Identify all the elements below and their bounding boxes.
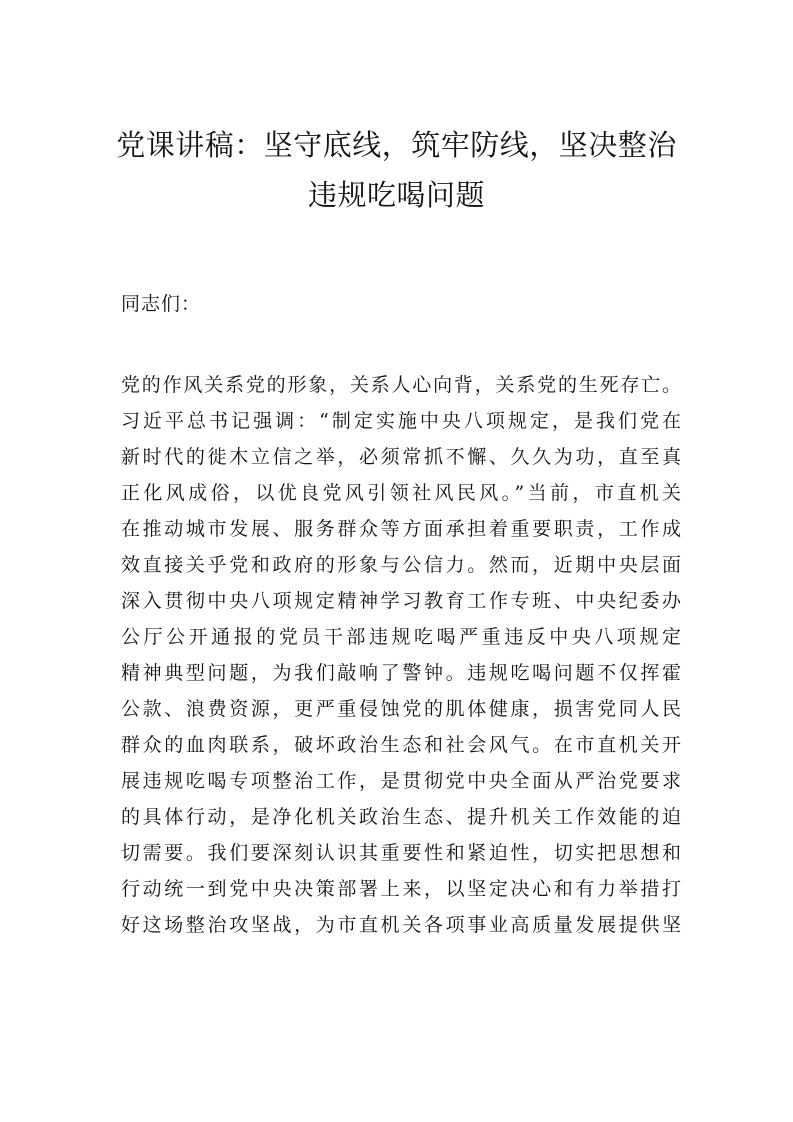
paragraph-line: 切需要。我们要深刻认识其重要性和紧迫性，切实把思想和: [121, 842, 681, 864]
paragraph-line: 正化风成俗，以优良党风引领社风民风。”当前，市直机关: [121, 482, 681, 504]
paragraph-line: 习近平总书记强调：“制定实施中央八项规定，是我们党在: [121, 410, 681, 432]
paragraph-line: 在推动城市发展、服务群众等方面承担着重要职责，工作成: [121, 518, 681, 540]
paragraph-line: 新时代的徙木立信之举，必须常抓不懈、久久为功，直至真: [121, 446, 681, 468]
paragraph-line: 公厅公开通报的党员干部违规吃喝严重违反中央八项规定: [121, 626, 681, 648]
body-paragraph: [121, 367, 681, 943]
paragraph-line: 精神典型问题，为我们敲响了警钟。违规吃喝问题不仅挥霍: [121, 662, 681, 684]
paragraph-line: 的具体行动，是净化机关政治生态、提升机关工作效能的迫: [121, 806, 681, 828]
title-line: 党课讲稿：坚守底线，筑牢防线，坚决整治: [116, 128, 677, 162]
paragraph-line: 行动统一到党中央决策部署上来，以坚定决心和有力举措打: [121, 878, 681, 900]
paragraph-line: 好这场整治攻坚战，为市直机关各项事业高质量发展提供坚: [121, 914, 681, 936]
paragraph-line: 效直接关乎党和政府的形象与公信力。然而，近期中央层面: [121, 554, 681, 576]
paragraph-line: 公款、浪费资源，更严重侵蚀党的肌体健康，损害党同人民: [121, 698, 681, 720]
title-line: 违规吃喝问题: [307, 178, 485, 212]
paragraph-line: 展违规吃喝专项整治工作，是贯彻党中央全面从严治党要求: [121, 770, 681, 792]
paragraph-line: 党的作风关系党的形象，关系人心向背，关系党的生死存亡。: [121, 374, 681, 396]
paragraph-line: 深入贯彻中央八项规定精神学习教育工作专班、中央纪委办: [121, 590, 681, 612]
document-title: [110, 120, 683, 220]
salutation: 同志们：: [121, 293, 202, 315]
paragraph-line: 群众的血肉联系，破坏政治生态和社会风气。在市直机关开: [121, 734, 681, 756]
